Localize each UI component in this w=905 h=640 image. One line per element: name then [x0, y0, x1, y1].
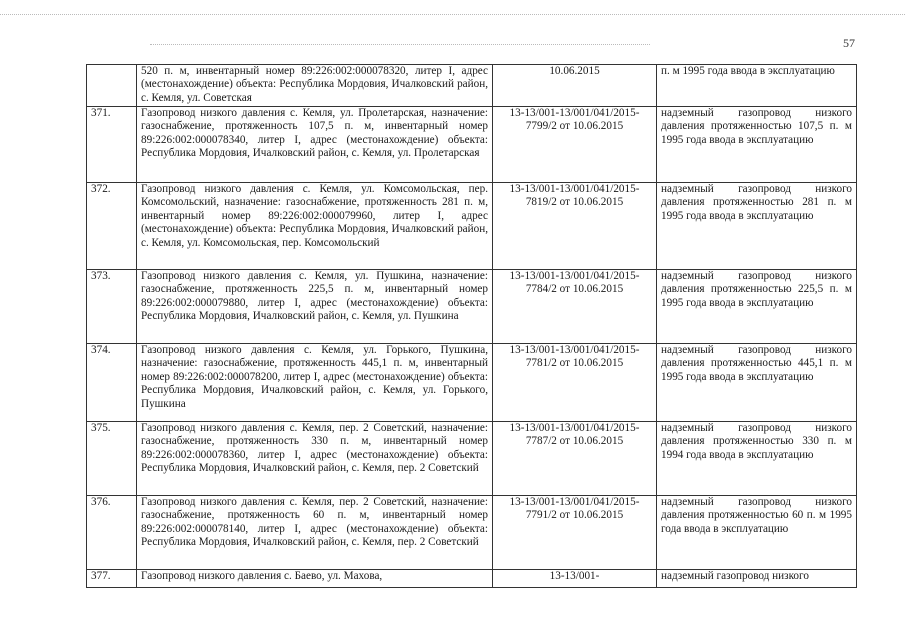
table-row	[87, 422, 857, 496]
table-row	[87, 496, 857, 570]
row-number: 374.	[87, 344, 137, 422]
registration-record: 13-13/001-13/001/041/2015-7819/2 от 10.06.2015	[493, 183, 657, 270]
row-number: 373.	[87, 270, 137, 344]
registration-record: 13-13/001-	[493, 570, 657, 588]
object-description: Газопровод низкого давления с. Кемля, ул. Пролетарская, назначение: газоснабжение, протяженность 107,5 п. м, инвентарный номер 89:226:002:000078340, литер I, адрес (местонахождение) объекта: Республика Мордовия, Ичалковский район, с. Кемля, ул. Пролетарская	[137, 107, 493, 183]
object-characteristics: надземный газопровод низкого	[657, 570, 857, 588]
row-number: 377.	[87, 570, 137, 588]
object-description: Газопровод низкого давления с. Кемля, ул. Пушкина, назначение: газоснабжение, протяженность 225,5 п. м, инвентарный номер 89:226:002:000079880, литер I, адрес (местонахождение) объекта: Республика Мордовия, Ичалковский район, с. Кемля, ул. Пушкина	[137, 270, 493, 344]
registration-record: 13-13/001-13/001/041/2015-7781/2 от 10.06.2015	[493, 344, 657, 422]
registry-table	[86, 64, 857, 588]
table-row	[87, 270, 857, 344]
object-characteristics: надземный газопровод низкого давления протяженностью 225,5 п. м 1995 года ввода в эксплуатацию	[657, 270, 857, 344]
row-number: 372.	[87, 183, 137, 270]
table-row	[87, 344, 857, 422]
page-number: 57	[843, 36, 855, 50]
registration-record: 13-13/001-13/001/041/2015-7784/2 от 10.06.2015	[493, 270, 657, 344]
table-row	[87, 183, 857, 270]
row-number: 376.	[87, 496, 137, 570]
registration-record: 13-13/001-13/001/041/2015-7787/2 от 10.06.2015	[493, 422, 657, 496]
object-characteristics: надземный газопровод низкого давления протяженностью 330 п. м 1994 года ввода в эксплуатацию	[657, 422, 857, 496]
registration-record: 13-13/001-13/001/041/2015-7791/2 от 10.06.2015	[493, 496, 657, 570]
scan-artifact	[150, 44, 650, 47]
object-description: Газопровод низкого давления с. Кемля, пер. 2 Советский, назначение: газоснабжение, протяженность 330 п. м, инвентарный номер 89:226:002:000078360, литер I, адрес (местонахождение) объекта: Республика Мордовия, Ичалковский район, с. Кемля, пер. 2 Советский	[137, 422, 493, 496]
object-description: Газопровод низкого давления с. Баево, ул. Махова,	[137, 570, 493, 588]
table-row	[87, 570, 857, 588]
object-description: Газопровод низкого давления с. Кемля, пер. 2 Советский, назначение: газоснабжение, протяженность 60 п. м, инвентарный номер 89:226:002:000078140, литер I, адрес (местонахождение) объекта: Республика Мордовия, Ичалковский район, с. Кемля, пер. 2 Советский	[137, 496, 493, 570]
object-characteristics: надземный газопровод низкого давления протяженностью 60 п. м 1995 года ввода в эксплуатацию	[657, 496, 857, 570]
table-row	[87, 107, 857, 183]
object-characteristics: надземный газопровод низкого давления протяженностью 107,5 п. м 1995 года ввода в эксплуатацию	[657, 107, 857, 183]
object-description: 520 п. м, инвентарный номер 89:226:002:000078320, литер I, адрес (местонахождение) объекта: Республика Мордовия, Ичалковский район, с. Кемля, ул. Советская	[137, 65, 493, 107]
row-number	[87, 65, 137, 107]
row-number: 371.	[87, 107, 137, 183]
object-characteristics: надземный газопровод низкого давления протяженностью 445,1 п. м 1995 года ввода в эксплуатацию	[657, 344, 857, 422]
object-description: Газопровод низкого давления с. Кемля, ул. Горького, Пушкина, назначение: газоснабжение, протяженность 445,1 п. м, инвентарный номер 89:226:002:000078200, литер I, адрес (местонахождение) объекта: Республика Мордовия, Ичалковский район, с. Кемля, ул. Горького, Пушкина	[137, 344, 493, 422]
registration-record: 13-13/001-13/001/041/2015-7799/2 от 10.06.2015	[493, 107, 657, 183]
object-description: Газопровод низкого давления с. Кемля, ул. Комсомольская, пер. Комсомольский, назначение: газоснабжение, протяженность 281 п. м, инвентарный номер 89:226:002:000079960, литер I, адрес (местонахождение) объекта: Республика Мордовия, Ичалковский район, с. Кемля, ул. Комсомольская, пер. Комсомольский	[137, 183, 493, 270]
object-characteristics: надземный газопровод низкого давления протяженностью 281 п. м 1995 года ввода в эксплуатацию	[657, 183, 857, 270]
table-row	[87, 65, 857, 107]
object-characteristics: п. м 1995 года ввода в эксплуатацию	[657, 65, 857, 107]
row-number: 375.	[87, 422, 137, 496]
registration-record: 10.06.2015	[493, 65, 657, 107]
scan-artifact	[0, 14, 905, 17]
